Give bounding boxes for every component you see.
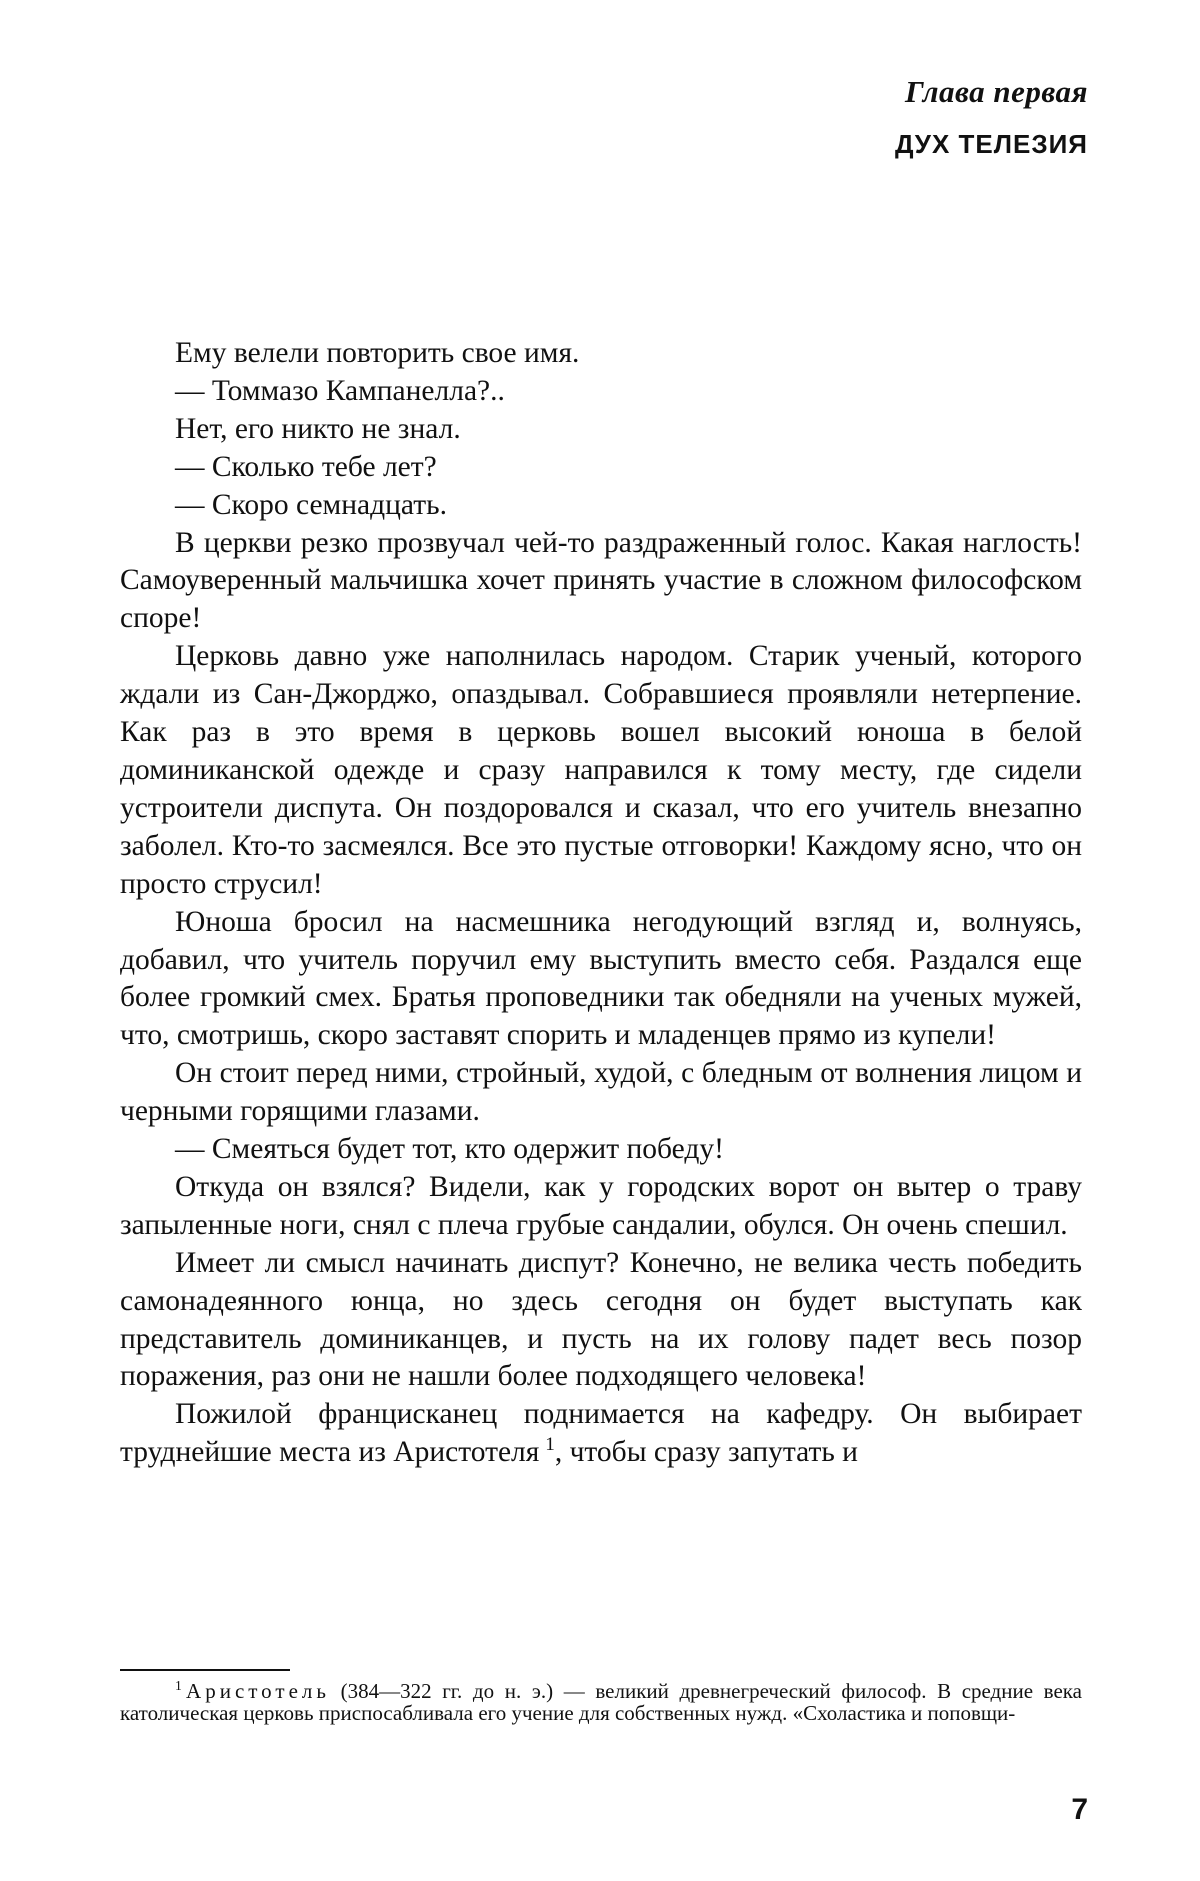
paragraph-text: Пожилой францисканец поднимается на кафедру. Он выби­рает труднейшие места из Аристотеля bbox=[120, 1398, 1082, 1468]
paragraph: Юноша бросил на насмешника негодующий взгляд и, вол­нуясь, добавил, что учитель поручил ему выступить вместо се­бя. Раздался еще более громкий смех. Братья проповедники так обедняли на ученых мужей, что, смотришь, скоро заставят спорить и младенцев прямо из купели! bbox=[120, 904, 1082, 1056]
paragraph-last bbox=[120, 1396, 1082, 1472]
paragraph: В церкви резко прозвучал чей-то раздраженный голос. Ка­кая наглость! Самоуверенный мальчишка хочет принять уча­стие в сложном философском споре! bbox=[120, 525, 1082, 639]
footnote-term: Аристотель bbox=[186, 1679, 330, 1703]
paragraph: — Сколько тебе лет? bbox=[120, 449, 1082, 487]
footnote-reference[interactable]: 1 bbox=[545, 1434, 555, 1455]
paragraph: Откуда он взялся? Видели, как у городских ворот он вытер о траву запыленные ноги, снял с плеча грубые сандалии, обул­ся. Он очень спешил. bbox=[120, 1169, 1082, 1245]
chapter-header bbox=[895, 72, 1088, 162]
paragraph: — Скоро семнадцать. bbox=[120, 487, 1082, 525]
footnote bbox=[120, 1680, 1082, 1724]
paragraph: Ему велели повторить свое имя. bbox=[120, 335, 1082, 373]
page-number: 7 bbox=[1071, 1793, 1088, 1827]
book-page bbox=[0, 0, 1200, 1881]
footnote-marker: 1 bbox=[175, 1678, 182, 1693]
paragraph: — Томмазо Кампанелла?.. bbox=[120, 373, 1082, 411]
paragraph-text-continued: , чтобы сразу запутать и bbox=[555, 1436, 858, 1468]
paragraph: Нет, его никто не знал. bbox=[120, 411, 1082, 449]
paragraph: — Смеяться будет тот, кто одержит победу! bbox=[120, 1131, 1082, 1169]
paragraph: Церковь давно уже наполнилась народом. Старик ученый, которого ждали из Сан-Джорджо, опаздывал. Собравшиеся про­являли нетерпение. Как раз в это время в церковь вошел вы­сокий юноша в белой доминиканской одежде и сразу напра­вился к тому месту, где сидели устроители диспута. Он поздо­ровался и сказал, что его учитель внезапно заболел. Кто-то за­смеялся. Все это пустые отговорки! Каждому ясно, что он про­сто струсил! bbox=[120, 638, 1082, 903]
body-text bbox=[120, 335, 1082, 1472]
chapter-label: Глава первая bbox=[895, 72, 1088, 112]
chapter-title: ДУХ ТЕЛЕЗИЯ bbox=[895, 126, 1088, 162]
paragraph: Он стоит перед ними, стройный, худой, с бледным от вол­нения лицом и черными горящими глазами. bbox=[120, 1055, 1082, 1131]
footnote-divider bbox=[120, 1669, 290, 1671]
paragraph: Имеет ли смысл начинать диспут? Конечно, не велика честь победить самонадеянного юнца, но здесь сегодня он будет вы­ступать как представитель доминиканцев, и пусть на их голову падет весь позор поражения, раз они не нашли более подходя­щего человека! bbox=[120, 1245, 1082, 1397]
footnote-text: (384—322 гг. до н. э.) — великий древнегре­ческий философ. В средние века католическая церковь приспосаб­ливала его учение для собственных нужд. «Схоластика и поповщи- bbox=[120, 1679, 1082, 1725]
